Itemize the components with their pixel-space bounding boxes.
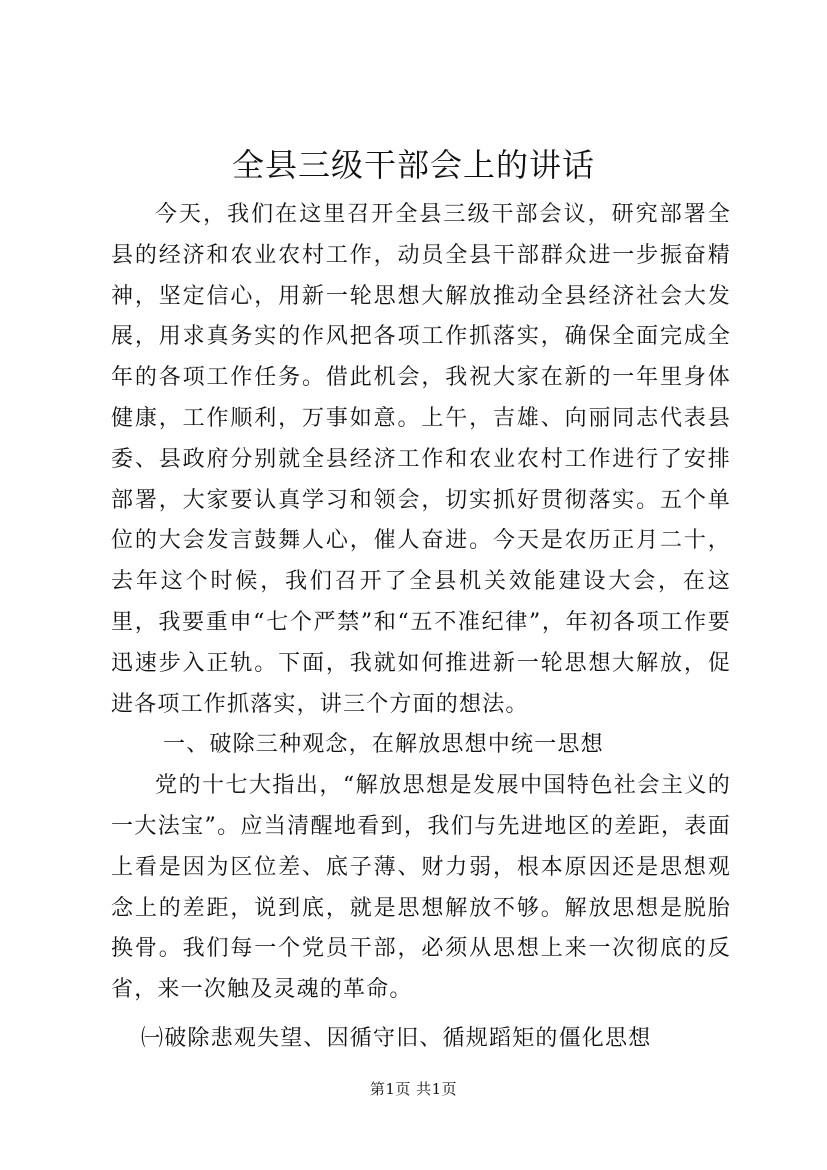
- page-number-footer: 第1页 共1页: [369, 1080, 458, 1098]
- body-paragraph: 党的十七大指出，“解放思想是发展中国特色社会主义的一大法宝”。应当清醒地看到，我们与先进地区的差距，表面上看是因为区位差、底子薄、财力弱，根本原因还是思想观念上的差距，说到底，就是思想解放不够。解放思想是脱胎换骨。我们每一个党员干部，必须从思想上来一次彻底的反省，来一次触及灵魂的革命。: [111, 773, 731, 1003]
- document-title: 全县三级干部会上的讲话: [231, 146, 595, 184]
- section-heading: 一、破除三种观念，在解放思想中统一思想: [163, 732, 604, 758]
- opening-paragraph: 今天，我们在这里召开全县三级干部会议，研究部署全县的经济和农业农村工作，动员全县干部群众进一步振奋精神，坚定信心，用新一轮思想大解放推动全县经济社会大发展，用求真务实的作风把各项工作抓落实，确保全面完成全年的各项工作任务。借此机会，我祝大家在新的一年里身体健康，工作顺利，万事如意。上午，吉雄、向丽同志代表县委、县政府分别就全县经济工作和农业农村工作进行了安排部署，大家要认真学习和领会，切实抓好贯彻落实。五个单位的大会发言鼓舞人心，催人奋进。今天是农历正月二十，去年这个时候，我们召开了全县机关效能建设大会，在这里，我要重申“七个严禁”和“五不准纪律”，年初各项工作要迅速步入正轨。下面，我就如何推进新一轮思想大解放，促进各项工作抓落实，讲三个方面的想法。: [111, 202, 731, 717]
- subsection-heading: ㈠破除悲观失望、因循守旧、循规蹈矩的僵化思想: [141, 1025, 652, 1051]
- document-body: [111, 195, 731, 1060]
